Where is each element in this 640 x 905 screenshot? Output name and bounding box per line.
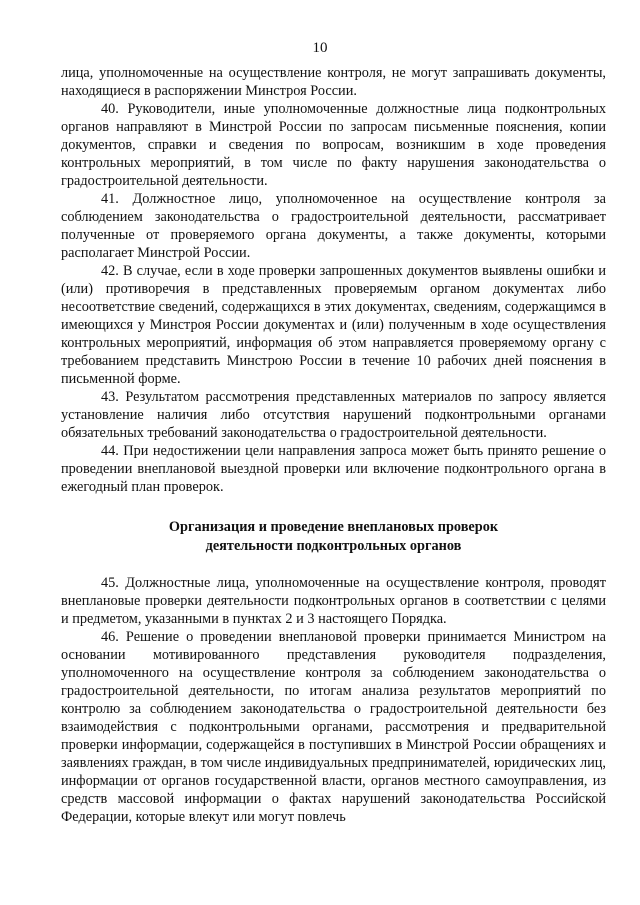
paragraph-45: 45. Должностные лица, уполномоченные на осуществление контроля, проводят внеплановые проверки деятельности подконтрольных органов в соответствии с целями и предметом, указанными в пунктах 2 и 3 настоящего Порядка. — [61, 575, 606, 627]
paragraph-41: 41. Должностное лицо, уполномоченное на осуществление контроля за соблюдением законодательства о градостроительной деятельности, рассматривает полученные от проверяемого органа документы, а также документы, которыми располагает Минстрой России. — [61, 191, 606, 261]
paragraph-43: 43. Результатом рассмотрения представленных материалов по запросу является установление наличия либо отсутствия нарушений подконтрольными органами обязательных требований законодательства о градостроительной деятельности. — [61, 389, 606, 441]
paragraph-44: 44. При недостижении цели направления запроса может быть принято решение о проведении внеплановой выездной проверки или включение подконтрольного органа в ежегодный план проверок. — [61, 443, 606, 495]
paragraph-continuation: лица, уполномоченные на осуществление контроля, не могут запрашивать документы, находящиеся в распоряжении Минстроя России. — [61, 65, 606, 99]
section-heading-line-2: деятельности подконтрольных органов — [205, 538, 462, 554]
paragraph-46: 46. Решение о проведении внеплановой проверки принимается Министром на основании мотивированного представления руководителя подразделения, уполномоченного на осуществление контроля за соблюдением законодательства о градостроительной деятельности, по итогам анализа результатов мероприятий по контролю за соблюдением законодательства о градостроительной деятельности без взаимодействия с подконтрольными органами, рассмотрения и предварительной проверки информации, содержащейся в поступивших в Минстрой России обращениях и заявлениях граждан, в том числе индивидуальных предпринимателей, юридических лиц, информации от органов государственной власти, органов местного самоуправления, из средств массовой информации о фактах нарушений законодательства Российской Федерации, которые влекут или могут повлечь — [61, 629, 606, 825]
section-heading-line-1: Организация и проведение внеплановых проверок — [168, 519, 499, 535]
page-number: 10 — [312, 40, 328, 56]
document-body — [61, 64, 606, 826]
paragraph-40: 40. Руководители, иные уполномоченные должностные лица подконтрольных органов направляют в Минстрой России по запросам письменные пояснения, копии документов, справки и сведения по вопросам, возникшим в ходе проведения контрольных мероприятий, в том числе по факту нарушения законодательства о градостроительной деятельности. — [61, 101, 606, 189]
paragraph-42: 42. В случае, если в ходе проверки запрошенных документов выявлены ошибки и (или) противоречия в представленных проверяемым органом документах либо несоответствие сведений, содержащихся в этих документах, сведениям, содержащимся в имеющихся у Минстроя России документах и (или) полученным в ходе осуществления контрольных мероприятий, информация об этом направляется проверяемому органу с требованием представить Минстрою России в течение 10 рабочих дней пояснения в письменной форме. — [61, 263, 606, 387]
section-heading — [61, 518, 606, 556]
